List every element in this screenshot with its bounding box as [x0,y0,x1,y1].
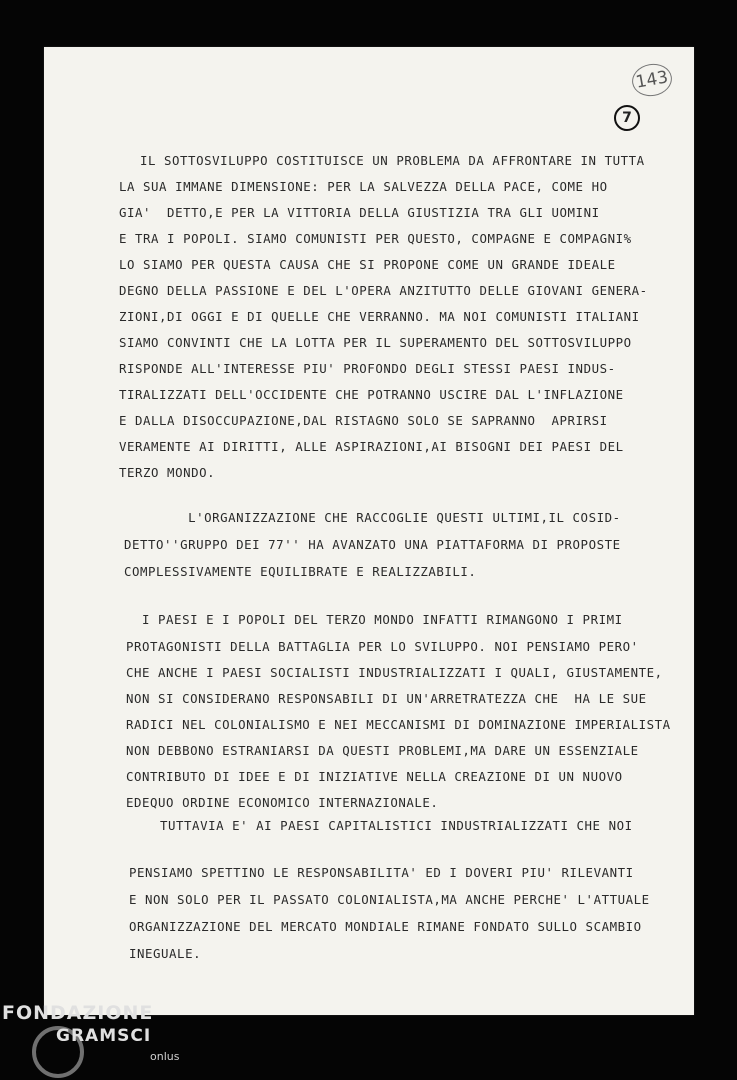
watermark-line2: GRAMSCI [56,1026,152,1046]
text-line: E TRA I POPOLI. SIAMO COMUNISTI PER QUESTO, COMPAGNE E COMPAGNI% [119,231,632,246]
text-line: NON SI CONSIDERANO RESPONSABILI DI UN'ARRETRATEZZA CHE HA LE SUE [126,691,647,706]
text-line: IL SOTTOSVILUPPO COSTITUISCE UN PROBLEMA DA AFFRONTARE IN TUTTA [140,153,645,168]
text-line: PENSIAMO SPETTINO LE RESPONSABILITA' ED I DOVERI PIU' RILEVANTI [129,865,634,880]
text-line: L'ORGANIZZAZIONE CHE RACCOGLIE QUESTI ULTIMI,IL COSID- [124,510,621,525]
text-line: ORGANIZZAZIONE DEL MERCATO MONDIALE RIMANE FONDATO SULLO SCAMBIO [129,919,642,934]
text-line: COMPLESSIVAMENTE EQUILIBRATE E REALIZZABILI. [124,564,477,579]
text-line: DETTO''GRUPPO DEI 77'' HA AVANZATO UNA PIATTAFORMA DI PROPOSTE [124,537,621,552]
text-line: TERZO MONDO. [119,465,216,480]
watermark-line1: FONDAZIONE [2,1002,154,1024]
watermark-suffix: onlus [150,1050,180,1063]
text-line: INEGUALE. [129,946,202,961]
text-line: SIAMO CONVINTI CHE LA LOTTA PER IL SUPERAMENTO DEL SOTTOSVILUPPO [119,335,632,350]
text-line: PROTAGONISTI DELLA BATTAGLIA PER LO SVILUPPO. NOI PENSIAMO PERO' [126,639,639,654]
page-number-circled: 7 [614,105,640,131]
text-line: GIA' DETTO,E PER LA VITTORIA DELLA GIUSTIZIA TRA GLI UOMINI [119,205,600,220]
text-line: TIRALIZZATI DELL'OCCIDENTE CHE POTRANNO USCIRE DAL L'INFLAZIONE [119,387,624,402]
text-line: CHE ANCHE I PAESI SOCIALISTI INDUSTRIALIZZATI I QUALI, GIUSTAMENTE, [126,665,663,680]
document-page [44,47,694,1015]
text-line: LA SUA IMMANE DIMENSIONE: PER LA SALVEZZA DELLA PACE, COME HO [119,179,608,194]
text-line: TUTTAVIA E' AI PAESI CAPITALISTICI INDUSTRIALIZZATI CHE NOI [144,818,633,833]
text-line: E NON SOLO PER IL PASSATO COLONIALISTA,MA ANCHE PERCHE' L'ATTUALE [129,892,650,907]
text-line: DEGNO DELLA PASSIONE E DEL L'OPERA ANZITUTTO DELLE GIOVANI GENERA- [119,283,648,298]
text-line: EDEQUO ORDINE ECONOMICO INTERNAZIONALE. [126,795,439,810]
archive-number-stamp: 143 [630,61,675,99]
text-line: ZIONI,DI OGGI E DI QUELLE CHE VERRANNO. MA NOI COMUNISTI ITALIANI [119,309,640,324]
text-line: NON DEBBONO ESTRANIARSI DA QUESTI PROBLEMI,MA DARE UN ESSENZIALE [126,743,639,758]
fondazione-gramsci-watermark [0,996,190,1080]
text-line: LO SIAMO PER QUESTA CAUSA CHE SI PROPONE COME UN GRANDE IDEALE [119,257,616,272]
text-line: RADICI NEL COLONIALISMO E NEI MECCANISMI DI DOMINAZIONE IMPERIALISTA [126,717,671,732]
text-line: RISPONDE ALL'INTERESSE PIU' PROFONDO DEGLI STESSI PAESI INDUS- [119,361,616,376]
text-line: E DALLA DISOCCUPAZIONE,DAL RISTAGNO SOLO SE SAPRANNO APRIRSI [119,413,608,428]
text-line: CONTRIBUTO DI IDEE E DI INIZIATIVE NELLA CREAZIONE DI UN NUOVO [126,769,623,784]
text-line: VERAMENTE AI DIRITTI, ALLE ASPIRAZIONI,AI BISOGNI DEI PAESI DEL [119,439,624,454]
text-line: I PAESI E I POPOLI DEL TERZO MONDO INFATTI RIMANGONO I PRIMI [126,612,623,627]
